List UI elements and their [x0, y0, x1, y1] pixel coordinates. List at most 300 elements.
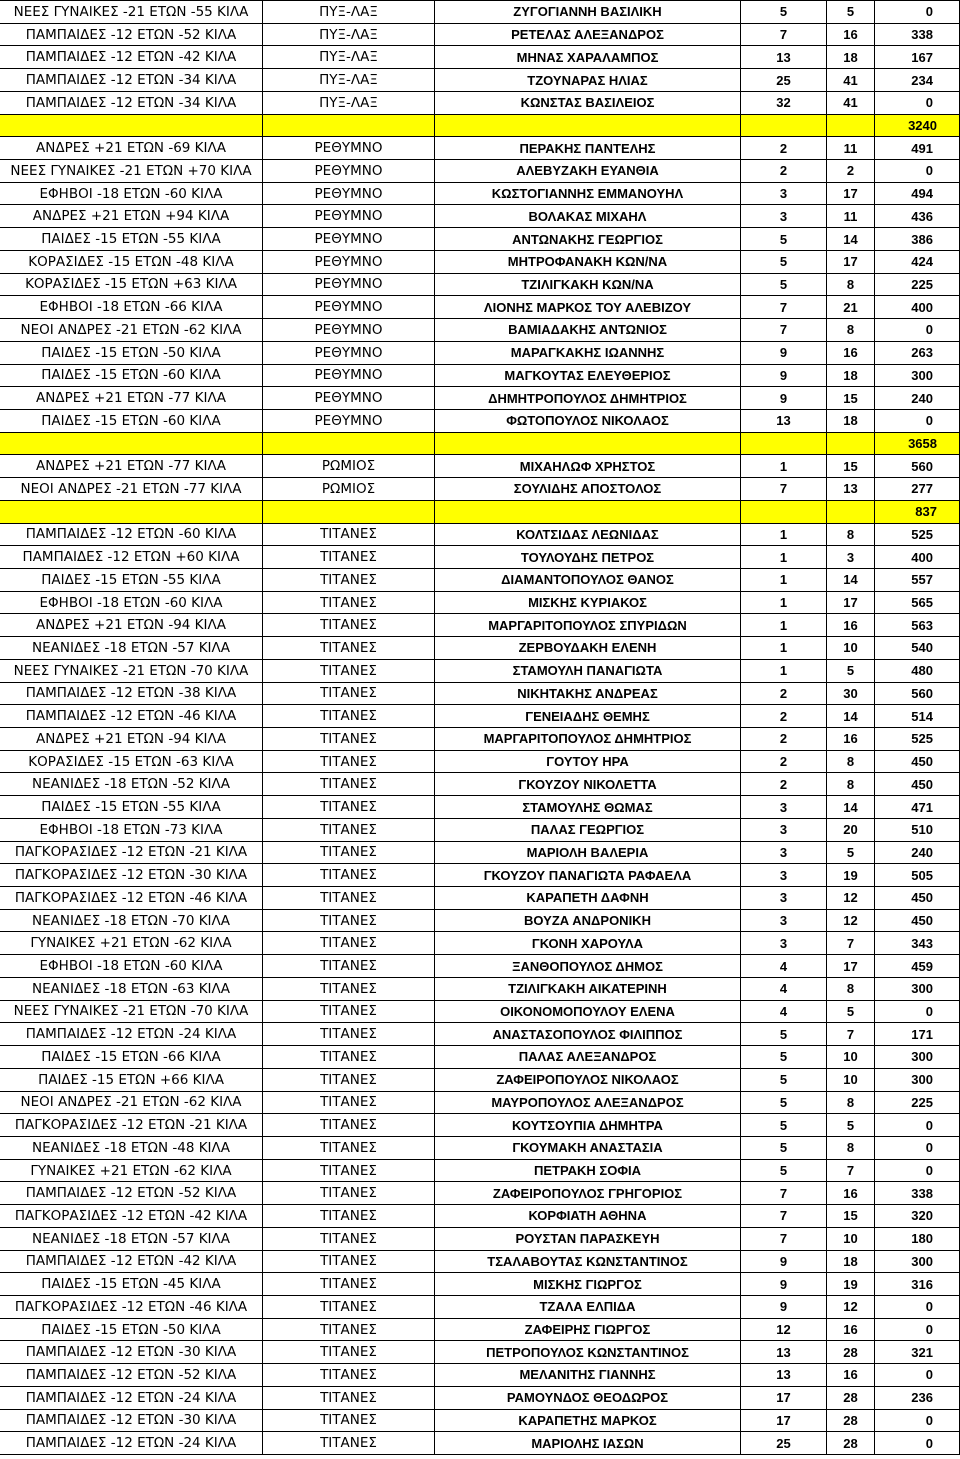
category-cell: ΠΑΙΔΕΣ -15 ΕΤΩΝ -55 ΚΙΛΑ — [41, 571, 221, 588]
table-row — [0, 478, 960, 501]
club-cell: ΤΙΤΑΝΕΣ — [262, 1319, 434, 1341]
entries-cell: 14 — [826, 569, 874, 591]
table-row — [0, 1296, 960, 1319]
club-cell: ΤΙΤΑΝΕΣ — [262, 728, 434, 750]
category-cell: ΝΕΟΙ ΑΝΔΡΕΣ -21 ΕΤΩΝ -62 ΚΙΛΑ — [20, 321, 242, 338]
athlete-name-cell: ΒΟΥΖΑ ΑΝΔΡΟΝΙΚΗ — [434, 910, 740, 932]
category-cell: ΠΑΙΔΕΣ -15 ΕΤΩΝ -50 ΚΙΛΑ — [41, 344, 221, 361]
table-row — [0, 137, 960, 160]
points-cell: 0 — [874, 1410, 960, 1432]
club-cell: ΤΙΤΑΝΕΣ — [262, 796, 434, 818]
entries-cell: 15 — [826, 455, 874, 477]
category-cell: ΠΑΙΔΕΣ -15 ΕΤΩΝ -60 ΚΙΛΑ — [41, 412, 221, 429]
points-cell: 234 — [874, 69, 960, 91]
rank-cell: 1 — [740, 546, 826, 568]
athlete-name-cell: ΡΑΜΟΥΝΔΟΣ ΘΕΟΔΩΡΟΣ — [434, 1387, 740, 1409]
entries-cell: 12 — [826, 887, 874, 909]
points-cell: 0 — [874, 1, 960, 23]
rank-cell: 4 — [740, 955, 826, 977]
rank-cell: 1 — [740, 569, 826, 591]
club-cell: ΠΥΞ-ΛΑΞ — [262, 1, 434, 23]
points-cell: 180 — [874, 1228, 960, 1250]
points-cell: 0 — [874, 1137, 960, 1159]
rank-cell: 32 — [740, 92, 826, 114]
category-cell: ΑΝΔΡΕΣ +21 ΕΤΩΝ -94 ΚΙΛΑ — [36, 730, 226, 747]
entries-cell: 5 — [826, 1, 874, 23]
club-cell: ΡΕΘΥΜΝΟ — [262, 137, 434, 159]
entries-cell: 14 — [826, 796, 874, 818]
category-cell: ΠΑΜΠΑΙΔΕΣ -12 ΕΤΩΝ -46 ΚΙΛΑ — [25, 708, 237, 725]
rank-cell: 2 — [740, 160, 826, 182]
club-total-row — [0, 115, 960, 138]
table-row — [0, 978, 960, 1001]
athlete-name-cell: ΝΙΚΗΤΑΚΗΣ ΑΝΔΡΕΑΣ — [434, 683, 740, 705]
club-cell: ΤΙΤΑΝΕΣ — [262, 1160, 434, 1182]
entries-cell: 11 — [826, 205, 874, 227]
athlete-name-cell: ΜΑΓΚΟΥΤΑΣ ΕΛΕΥΘΕΡΙΟΣ — [434, 365, 740, 387]
table-row — [0, 1387, 960, 1410]
entries-cell: 16 — [826, 1182, 874, 1204]
entries-cell: 17 — [826, 955, 874, 977]
athlete-name-cell: ΒΟΛΑΚΑΣ ΜΙΧΑΗΛ — [434, 205, 740, 227]
entries-cell: 28 — [826, 1341, 874, 1363]
entries-cell: 18 — [826, 365, 874, 387]
athlete-name-cell: ΜΑΡΑΓΚΑΚΗΣ ΙΩΑΝΝΗΣ — [434, 342, 740, 364]
athlete-name-cell: ΤΖΑΛΑ ΕΛΠΙΔΑ — [434, 1296, 740, 1318]
entries-cell — [826, 501, 874, 523]
athlete-name-cell: ΣΤΑΜΟΥΛΗΣ ΘΩΜΑΣ — [434, 796, 740, 818]
entries-cell: 10 — [826, 1228, 874, 1250]
category-cell: ΠΑΜΠΑΙΔΕΣ -12 ΕΤΩΝ +60 ΚΙΛΑ — [22, 549, 240, 566]
club-cell: ΠΥΞ-ΛΑΞ — [262, 92, 434, 114]
rank-cell: 7 — [740, 296, 826, 318]
points-cell: 338 — [874, 24, 960, 46]
entries-cell: 10 — [826, 637, 874, 659]
points-cell: 510 — [874, 819, 960, 841]
entries-cell: 41 — [826, 92, 874, 114]
club-cell: ΤΙΤΑΝΕΣ — [262, 842, 434, 864]
points-cell: 300 — [874, 1251, 960, 1273]
points-cell: 565 — [874, 592, 960, 614]
club-cell: ΠΥΞ-ΛΑΞ — [262, 24, 434, 46]
category-cell: ΑΝΔΡΕΣ +21 ΕΤΩΝ -94 ΚΙΛΑ — [36, 617, 226, 634]
points-cell: 0 — [874, 1319, 960, 1341]
athlete-name-cell: ΦΩΤΟΠΟΥΛΟΣ ΝΙΚΟΛΑΟΣ — [434, 410, 740, 432]
category-cell: ΠΑΜΠΑΙΔΕΣ -12 ΕΤΩΝ -52 ΚΙΛΑ — [25, 1366, 237, 1383]
club-cell: ΡΕΘΥΜΝΟ — [262, 365, 434, 387]
points-cell: 514 — [874, 705, 960, 727]
club-cell: ΤΙΤΑΝΕΣ — [262, 592, 434, 614]
table-row — [0, 1364, 960, 1387]
rank-cell: 1 — [740, 524, 826, 546]
category-cell: ΠΑΙΔΕΣ -15 ΕΤΩΝ +66 ΚΙΛΑ — [38, 1071, 224, 1088]
club-cell: ΠΥΞ-ΛΑΞ — [262, 69, 434, 91]
category-cell: ΠΑΜΠΑΙΔΕΣ -12 ΕΤΩΝ -24 ΚΙΛΑ — [25, 1435, 237, 1452]
category-cell: ΠΑΜΠΑΙΔΕΣ -12 ΕΤΩΝ -34 ΚΙΛΑ — [25, 94, 237, 111]
athlete-name-cell: ΡΕΤΕΛΑΣ ΑΛΕΞΑΝΔΡΟΣ — [434, 24, 740, 46]
entries-cell: 8 — [826, 524, 874, 546]
category-cell: ΝΕΟΙ ΑΝΔΡΕΣ -21 ΕΤΩΝ -62 ΚΙΛΑ — [20, 1094, 242, 1111]
table-row — [0, 1251, 960, 1274]
rank-cell: 9 — [740, 387, 826, 409]
category-cell: ΝΕΕΣ ΓΥΝΑΙΚΕΣ -21 ΕΤΩΝ -70 ΚΙΛΑ — [13, 662, 249, 679]
club-cell: ΤΙΤΑΝΕΣ — [262, 864, 434, 886]
rank-cell: 3 — [740, 819, 826, 841]
rank-cell: 9 — [740, 1273, 826, 1295]
entries-cell: 21 — [826, 296, 874, 318]
table-row — [0, 524, 960, 547]
club-cell: ΡΕΘΥΜΝΟ — [262, 296, 434, 318]
athlete-name-cell: ΔΗΜΗΤΡΟΠΟΥΛΟΣ ΔΗΜΗΤΡΙΟΣ — [434, 387, 740, 409]
athlete-name-cell: ΣΤΑΜΟΥΛΗ ΠΑΝΑΓΙΩΤΑ — [434, 660, 740, 682]
table-row — [0, 296, 960, 319]
points-cell: 316 — [874, 1273, 960, 1295]
table-row — [0, 274, 960, 297]
rank-cell: 7 — [740, 24, 826, 46]
entries-cell: 2 — [826, 160, 874, 182]
table-row — [0, 228, 960, 251]
table-row — [0, 796, 960, 819]
points-cell: 171 — [874, 1023, 960, 1045]
category-cell: ΠΑΜΠΑΙΔΕΣ -12 ΕΤΩΝ -60 ΚΙΛΑ — [25, 526, 237, 543]
entries-cell: 16 — [826, 1319, 874, 1341]
rank-cell: 3 — [740, 842, 826, 864]
category-cell: ΚΟΡΑΣΙΔΕΣ -15 ΕΤΩΝ -63 ΚΙΛΑ — [28, 753, 234, 770]
category-cell: ΠΑΜΠΑΙΔΕΣ -12 ΕΤΩΝ -30 ΚΙΛΑ — [25, 1412, 237, 1429]
entries-cell: 3 — [826, 546, 874, 568]
athlete-name-cell: ΜΑΡΓΑΡΙΤΟΠΟΥΛΟΣ ΔΗΜΗΤΡΙΟΣ — [434, 728, 740, 750]
club-cell: ΡΕΘΥΜΝΟ — [262, 410, 434, 432]
points-cell: 450 — [874, 751, 960, 773]
athlete-name-cell: ΖΑΦΕΙΡΟΠΟΥΛΟΣ ΓΡΗΓΟΡΙΟΣ — [434, 1182, 740, 1204]
table-row — [0, 1205, 960, 1228]
entries-cell: 16 — [826, 614, 874, 636]
club-cell: ΡΕΘΥΜΝΟ — [262, 274, 434, 296]
category-cell: ΠΑΓΚΟΡΑΣΙΔΕΣ -12 ΕΤΩΝ -46 ΚΙΛΑ — [14, 1298, 248, 1315]
points-cell: 240 — [874, 842, 960, 864]
rank-cell: 1 — [740, 592, 826, 614]
entries-cell: 17 — [826, 592, 874, 614]
athlete-name-cell: ΟΙΚΟΝΟΜΟΠΟΥΛΟΥ ΕΛΕΝΑ — [434, 1001, 740, 1023]
club-cell: ΤΙΤΑΝΕΣ — [262, 1137, 434, 1159]
club-cell: ΡΕΘΥΜΝΟ — [262, 160, 434, 182]
entries-cell: 8 — [826, 773, 874, 795]
points-cell: 300 — [874, 978, 960, 1000]
rank-cell: 7 — [740, 478, 826, 500]
rank-cell: 5 — [740, 1092, 826, 1114]
rank-cell: 4 — [740, 1001, 826, 1023]
athlete-name-cell: ΛΙΟΝΗΣ ΜΑΡΚΟΣ ΤΟΥ ΑΛΕΒΙΖΟΥ — [434, 296, 740, 318]
category-cell: ΕΦΗΒΟΙ -18 ΕΤΩΝ -60 ΚΙΛΑ — [39, 594, 223, 611]
club-cell: ΤΙΤΑΝΕΣ — [262, 1387, 434, 1409]
club-cell: ΤΙΤΑΝΕΣ — [262, 660, 434, 682]
points-cell: 277 — [874, 478, 960, 500]
total-points-cell: 3658 — [874, 433, 960, 455]
category-cell: ΚΟΡΑΣΙΔΕΣ -15 ΕΤΩΝ -48 ΚΙΛΑ — [28, 253, 234, 270]
rank-cell: 7 — [740, 1205, 826, 1227]
rank-cell — [740, 433, 826, 455]
club-cell: ΤΙΤΑΝΕΣ — [262, 637, 434, 659]
club-cell: ΤΙΤΑΝΕΣ — [262, 887, 434, 909]
table-row — [0, 410, 960, 433]
rank-cell: 7 — [740, 1228, 826, 1250]
club-cell: ΤΙΤΑΝΕΣ — [262, 1092, 434, 1114]
points-cell: 459 — [874, 955, 960, 977]
club-cell: ΡΕΘΥΜΝΟ — [262, 342, 434, 364]
points-cell: 338 — [874, 1182, 960, 1204]
club-cell: ΤΙΤΑΝΕΣ — [262, 569, 434, 591]
athlete-name-cell: ΑΝΤΩΝΑΚΗΣ ΓΕΩΡΓΙΟΣ — [434, 228, 740, 250]
table-row — [0, 69, 960, 92]
table-row — [0, 592, 960, 615]
entries-cell: 8 — [826, 319, 874, 341]
category-cell: ΠΑΙΔΕΣ -15 ΕΤΩΝ -66 ΚΙΛΑ — [41, 1048, 221, 1065]
category-cell — [0, 115, 262, 137]
club-cell: ΤΙΤΑΝΕΣ — [262, 546, 434, 568]
category-cell: ΠΑΜΠΑΙΔΕΣ -12 ΕΤΩΝ -42 ΚΙΛΑ — [25, 49, 237, 66]
category-cell: ΕΦΗΒΟΙ -18 ΕΤΩΝ -66 ΚΙΛΑ — [39, 299, 223, 316]
club-cell: ΠΥΞ-ΛΑΞ — [262, 46, 434, 68]
table-row — [0, 251, 960, 274]
table-row — [0, 705, 960, 728]
athlete-name-cell — [434, 501, 740, 523]
points-cell: 225 — [874, 1092, 960, 1114]
category-cell: ΝΕΕΣ ΓΥΝΑΙΚΕΣ -21 ΕΤΩΝ +70 ΚΙΛΑ — [10, 162, 252, 179]
athlete-name-cell: ΚΑΡΑΠΕΤΗ ΔΑΦΝΗ — [434, 887, 740, 909]
points-cell: 300 — [874, 365, 960, 387]
club-cell: ΤΙΤΑΝΕΣ — [262, 1023, 434, 1045]
category-cell: ΠΑΙΔΕΣ -15 ΕΤΩΝ -60 ΚΙΛΑ — [41, 367, 221, 384]
entries-cell: 28 — [826, 1410, 874, 1432]
table-row — [0, 183, 960, 206]
athlete-name-cell: ΑΛΕΒΥΖΑΚΗ ΕΥΑΝΘΙΑ — [434, 160, 740, 182]
entries-cell — [826, 433, 874, 455]
rank-cell: 5 — [740, 1046, 826, 1068]
club-cell: ΡΕΘΥΜΝΟ — [262, 183, 434, 205]
athlete-name-cell: ΖΑΦΕΙΡΗΣ ΓΙΩΡΓΟΣ — [434, 1319, 740, 1341]
athlete-name-cell: ΠΑΛΑΣ ΓΕΩΡΓΙΟΣ — [434, 819, 740, 841]
total-points-cell: 837 — [874, 501, 960, 523]
category-cell: ΠΑΓΚΟΡΑΣΙΔΕΣ -12 ΕΤΩΝ -30 ΚΙΛΑ — [14, 867, 248, 884]
points-cell: 0 — [874, 1364, 960, 1386]
athlete-name-cell: ΜΑΡΓΑΡΙΤΟΠΟΥΛΟΣ ΣΠΥΡΙΔΩΝ — [434, 614, 740, 636]
club-cell: ΤΙΤΑΝΕΣ — [262, 978, 434, 1000]
entries-cell: 14 — [826, 228, 874, 250]
points-cell: 343 — [874, 932, 960, 954]
club-cell — [262, 433, 434, 455]
category-cell: ΠΑΜΠΑΙΔΕΣ -12 ΕΤΩΝ -52 ΚΙΛΑ — [25, 26, 237, 43]
rank-cell: 3 — [740, 887, 826, 909]
club-cell: ΤΙΤΑΝΕΣ — [262, 910, 434, 932]
athlete-name-cell: ΠΑΛΑΣ ΑΛΕΞΑΝΔΡΟΣ — [434, 1046, 740, 1068]
category-cell: ΚΟΡΑΣΙΔΕΣ -15 ΕΤΩΝ +63 ΚΙΛΑ — [25, 276, 237, 293]
rank-cell: 17 — [740, 1410, 826, 1432]
table-row — [0, 1001, 960, 1024]
athlete-name-cell: ΜΕΛΑΝΙΤΗΣ ΓΙΑΝΝΗΣ — [434, 1364, 740, 1386]
entries-cell — [826, 115, 874, 137]
points-cell: 386 — [874, 228, 960, 250]
table-row — [0, 1, 960, 24]
club-cell: ΤΙΤΑΝΕΣ — [262, 1251, 434, 1273]
category-cell: ΠΑΙΔΕΣ -15 ΕΤΩΝ -45 ΚΙΛΑ — [41, 1276, 221, 1293]
rank-cell: 12 — [740, 1319, 826, 1341]
athlete-name-cell: ΚΑΡΑΠΕΤΗΣ ΜΑΡΚΟΣ — [434, 1410, 740, 1432]
club-total-row — [0, 501, 960, 524]
club-cell: ΤΙΤΑΝΕΣ — [262, 955, 434, 977]
table-row — [0, 728, 960, 751]
table-row — [0, 1319, 960, 1342]
athlete-name-cell: ΣΟΥΛΙΔΗΣ ΑΠΟΣΤΟΛΟΣ — [434, 478, 740, 500]
table-row — [0, 1410, 960, 1433]
entries-cell: 16 — [826, 24, 874, 46]
club-cell: ΤΙΤΑΝΕΣ — [262, 683, 434, 705]
athlete-name-cell: ΔΙΑΜΑΝΤΟΠΟΥΛΟΣ ΘΑΝΟΣ — [434, 569, 740, 591]
rank-cell: 13 — [740, 1364, 826, 1386]
points-cell: 0 — [874, 160, 960, 182]
entries-cell: 5 — [826, 1114, 874, 1136]
points-cell: 424 — [874, 251, 960, 273]
table-row — [0, 46, 960, 69]
category-cell: ΠΑΜΠΑΙΔΕΣ -12 ΕΤΩΝ -38 ΚΙΛΑ — [25, 685, 237, 702]
points-cell: 563 — [874, 614, 960, 636]
category-cell — [0, 433, 262, 455]
club-cell: ΤΙΤΑΝΕΣ — [262, 773, 434, 795]
rank-cell: 2 — [740, 683, 826, 705]
table-row — [0, 319, 960, 342]
category-cell: ΑΝΔΡΕΣ +21 ΕΤΩΝ +94 ΚΙΛΑ — [32, 208, 230, 225]
club-total-row — [0, 433, 960, 456]
category-cell: ΝΕΑΝΙΔΕΣ -18 ΕΤΩΝ -48 ΚΙΛΑ — [32, 1139, 230, 1156]
club-cell: ΡΕΘΥΜΝΟ — [262, 251, 434, 273]
athlete-name-cell: ΚΟΥΤΣΟΥΠΙΑ ΔΗΜΗΤΡΑ — [434, 1114, 740, 1136]
category-cell — [0, 501, 262, 523]
entries-cell: 17 — [826, 251, 874, 273]
category-cell: ΓΥΝΑΙΚΕΣ +21 ΕΤΩΝ -62 ΚΙΛΑ — [30, 935, 232, 952]
athlete-name-cell: ΓΕΝΕΙΑΔΗΣ ΘΕΜΗΣ — [434, 705, 740, 727]
category-cell: ΑΝΔΡΕΣ +21 ΕΤΩΝ -69 ΚΙΛΑ — [36, 140, 226, 157]
category-cell: ΠΑΜΠΑΙΔΕΣ -12 ΕΤΩΝ -24 ΚΙΛΑ — [25, 1026, 237, 1043]
entries-cell: 17 — [826, 183, 874, 205]
rank-cell: 25 — [740, 1432, 826, 1454]
rank-cell: 3 — [740, 910, 826, 932]
club-cell: ΡΕΘΥΜΝΟ — [262, 228, 434, 250]
athlete-name-cell: ΤΖΟΥΝΑΡΑΣ ΗΛΙΑΣ — [434, 69, 740, 91]
category-cell: ΠΑΜΠΑΙΔΕΣ -12 ΕΤΩΝ -52 ΚΙΛΑ — [25, 1185, 237, 1202]
rank-cell: 2 — [740, 705, 826, 727]
table-row — [0, 1046, 960, 1069]
athlete-name-cell: ΡΟΥΣΤΑΝ ΠΑΡΑΣΚΕΥΗ — [434, 1228, 740, 1250]
athlete-name-cell: ΓΚΟΥΖΟΥ ΝΙΚΟΛΕΤΤΑ — [434, 773, 740, 795]
points-cell: 525 — [874, 524, 960, 546]
points-cell: 240 — [874, 387, 960, 409]
entries-cell: 30 — [826, 683, 874, 705]
athlete-name-cell: ΖΕΡΒΟΥΔΑΚΗ ΕΛΕΝΗ — [434, 637, 740, 659]
points-cell: 450 — [874, 910, 960, 932]
category-cell: ΝΕΑΝΙΔΕΣ -18 ΕΤΩΝ -70 ΚΙΛΑ — [32, 912, 230, 929]
athlete-name-cell — [434, 433, 740, 455]
table-row — [0, 1114, 960, 1137]
points-cell: 0 — [874, 1114, 960, 1136]
table-row — [0, 1432, 960, 1455]
rank-cell: 5 — [740, 1114, 826, 1136]
category-cell: ΝΕΑΝΙΔΕΣ -18 ΕΤΩΝ -57 ΚΙΛΑ — [32, 1230, 230, 1247]
table-row — [0, 1228, 960, 1251]
points-cell: 450 — [874, 773, 960, 795]
points-cell: 321 — [874, 1341, 960, 1363]
category-cell: ΠΑΓΚΟΡΑΣΙΔΕΣ -12 ΕΤΩΝ -42 ΚΙΛΑ — [14, 1207, 248, 1224]
rank-cell — [740, 501, 826, 523]
table-row — [0, 751, 960, 774]
club-cell: ΤΙΤΑΝΕΣ — [262, 614, 434, 636]
table-row — [0, 683, 960, 706]
club-cell: ΤΙΤΑΝΕΣ — [262, 1069, 434, 1091]
rank-cell: 1 — [740, 455, 826, 477]
rank-cell: 1 — [740, 660, 826, 682]
rank-cell: 2 — [740, 773, 826, 795]
athlete-name-cell: ΠΕΤΡΟΠΟΥΛΟΣ ΚΩΝΣΤΑΝΤΙΝΟΣ — [434, 1341, 740, 1363]
table-row — [0, 455, 960, 478]
entries-cell: 19 — [826, 1273, 874, 1295]
club-cell: ΤΙΤΑΝΕΣ — [262, 1228, 434, 1250]
category-cell: ΝΕΕΣ ΓΥΝΑΙΚΕΣ -21 ΕΤΩΝ -55 ΚΙΛΑ — [13, 3, 249, 20]
rank-cell: 9 — [740, 365, 826, 387]
athlete-name-cell: ΓΚΟΝΗ ΧΑΡΟΥΛΑ — [434, 932, 740, 954]
category-cell: ΠΑΜΠΑΙΔΕΣ -12 ΕΤΩΝ -30 ΚΙΛΑ — [25, 1344, 237, 1361]
table-row — [0, 1273, 960, 1296]
entries-cell: 15 — [826, 387, 874, 409]
athlete-name-cell: ΖΑΦΕΙΡΟΠΟΥΛΟΣ ΝΙΚΟΛΑΟΣ — [434, 1069, 740, 1091]
club-cell — [262, 115, 434, 137]
rank-cell: 13 — [740, 46, 826, 68]
club-cell: ΡΩΜΙΟΣ — [262, 455, 434, 477]
table-row — [0, 1160, 960, 1183]
athlete-name-cell: ΜΙΧΑΗΛΩΦ ΧΡΗΣΤΟΣ — [434, 455, 740, 477]
table-row — [0, 887, 960, 910]
entries-cell: 18 — [826, 1251, 874, 1273]
table-row — [0, 1137, 960, 1160]
club-cell: ΡΕΘΥΜΝΟ — [262, 205, 434, 227]
entries-cell: 28 — [826, 1387, 874, 1409]
rank-cell: 3 — [740, 205, 826, 227]
points-cell: 263 — [874, 342, 960, 364]
entries-cell: 8 — [826, 1137, 874, 1159]
entries-cell: 20 — [826, 819, 874, 841]
club-cell: ΤΙΤΑΝΕΣ — [262, 1296, 434, 1318]
table-row — [0, 864, 960, 887]
points-cell: 471 — [874, 796, 960, 818]
entries-cell: 28 — [826, 1432, 874, 1454]
rank-cell: 3 — [740, 864, 826, 886]
rank-cell: 3 — [740, 183, 826, 205]
table-row — [0, 365, 960, 388]
entries-cell: 8 — [826, 751, 874, 773]
table-row — [0, 932, 960, 955]
rank-cell: 7 — [740, 319, 826, 341]
points-cell: 300 — [874, 1069, 960, 1091]
entries-cell: 18 — [826, 410, 874, 432]
athlete-name-cell: ΚΩΝΣΤΑΣ ΒΑΣΙΛΕΙΟΣ — [434, 92, 740, 114]
athlete-name-cell: ΜΑΡΙΟΛΗΣ ΙΑΣΩΝ — [434, 1432, 740, 1454]
table-row — [0, 1023, 960, 1046]
entries-cell: 16 — [826, 728, 874, 750]
category-cell: ΑΝΔΡΕΣ +21 ΕΤΩΝ -77 ΚΙΛΑ — [36, 390, 226, 407]
athlete-name-cell: ΜΗΝΑΣ ΧΑΡΑΛΑΜΠΟΣ — [434, 46, 740, 68]
category-cell: ΝΕΑΝΙΔΕΣ -18 ΕΤΩΝ -63 ΚΙΛΑ — [32, 980, 230, 997]
points-cell: 491 — [874, 137, 960, 159]
category-cell: ΝΕΑΝΙΔΕΣ -18 ΕΤΩΝ -52 ΚΙΛΑ — [32, 776, 230, 793]
club-cell: ΤΙΤΑΝΕΣ — [262, 1432, 434, 1454]
category-cell: ΑΝΔΡΕΣ +21 ΕΤΩΝ -77 ΚΙΛΑ — [36, 458, 226, 475]
